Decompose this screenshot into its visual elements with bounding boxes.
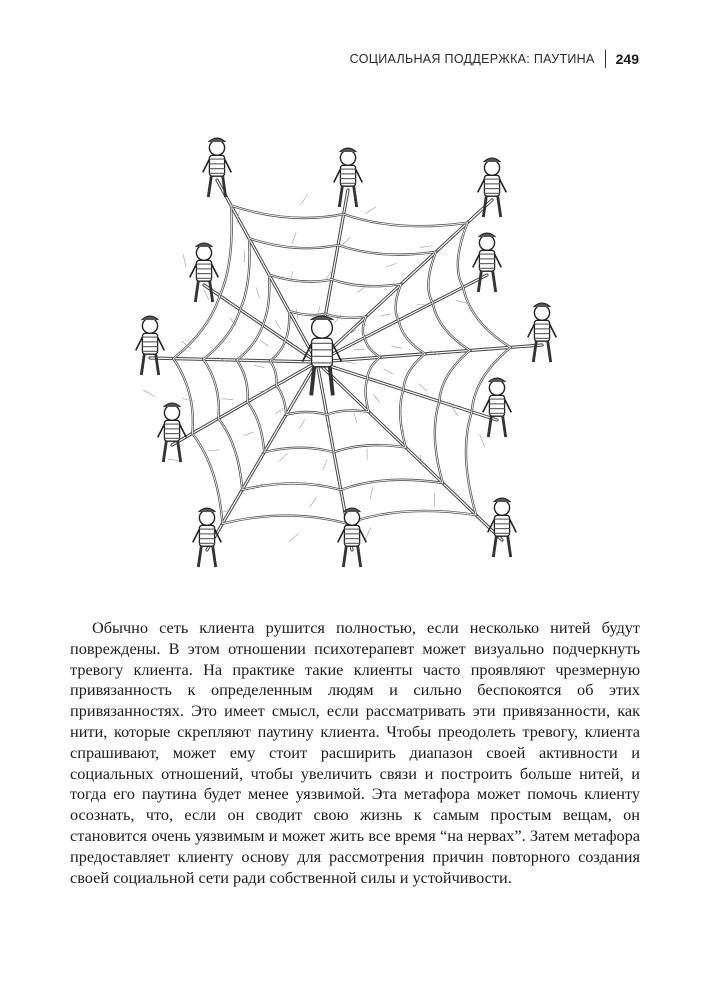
web-person-8-arm bbox=[338, 529, 345, 542]
web-thread-highlight bbox=[207, 362, 317, 550]
web-ring bbox=[173, 205, 510, 523]
web-shading bbox=[275, 320, 280, 329]
web-person-4-arm bbox=[473, 254, 480, 267]
web-person-8-arm bbox=[360, 529, 367, 542]
web-person-2-hair bbox=[339, 148, 356, 152]
web-shading bbox=[183, 398, 194, 402]
web-shading bbox=[373, 395, 380, 403]
web-shading bbox=[386, 263, 397, 267]
web-person-3-arm bbox=[500, 179, 507, 192]
spider-web-drawing bbox=[112, 100, 602, 600]
web-shading bbox=[256, 288, 259, 299]
web-shading bbox=[365, 527, 371, 539]
web-person-11-head bbox=[142, 318, 157, 333]
web-person-5-hair bbox=[533, 303, 550, 307]
web-person-10-hair bbox=[163, 403, 180, 407]
web-shading bbox=[357, 286, 366, 292]
running-head-divider bbox=[605, 50, 606, 68]
web-shading bbox=[279, 453, 287, 461]
web-shading bbox=[419, 384, 427, 392]
web-person-12-arm bbox=[212, 264, 219, 277]
running-head bbox=[350, 50, 639, 68]
web-person-2-head bbox=[340, 150, 355, 165]
web-person-6-hair bbox=[488, 378, 505, 382]
web-person-8-hair bbox=[343, 508, 360, 512]
web-shading bbox=[480, 434, 485, 447]
web-person-3-head bbox=[484, 160, 499, 175]
web-person-7-hair bbox=[493, 498, 510, 502]
web-shading bbox=[299, 420, 304, 429]
web-shading bbox=[244, 432, 254, 436]
web-shading bbox=[275, 408, 284, 414]
web-shading bbox=[354, 349, 364, 350]
web-person-4-arm bbox=[495, 254, 502, 267]
web-shading bbox=[204, 289, 209, 300]
web-shading bbox=[260, 340, 268, 346]
web-shading bbox=[365, 207, 376, 214]
web-person-3-hair bbox=[483, 158, 500, 162]
web-shading bbox=[347, 362, 357, 364]
web-person-6-arm bbox=[483, 399, 490, 412]
web-shading bbox=[300, 194, 307, 205]
web-shading bbox=[289, 533, 299, 542]
web-person-4-head bbox=[479, 235, 494, 250]
web-shading bbox=[292, 233, 296, 244]
web-person-4-hair bbox=[478, 233, 495, 237]
web-person-3-arm bbox=[478, 179, 485, 192]
web-shading bbox=[370, 487, 373, 499]
web-person-6-arm bbox=[505, 399, 512, 412]
web-person-10-arm bbox=[158, 424, 165, 437]
center-person-head bbox=[312, 317, 333, 338]
web-shading bbox=[222, 399, 233, 400]
web-person-12-arm bbox=[190, 264, 197, 277]
web-person-1-head bbox=[209, 140, 224, 155]
web-shading bbox=[354, 413, 357, 423]
web-person-5-arm bbox=[528, 324, 535, 337]
web-person-5-head bbox=[534, 305, 549, 320]
web-person-1-arm bbox=[203, 159, 210, 172]
web-shading bbox=[384, 369, 393, 374]
web-person-9-head bbox=[199, 510, 214, 525]
web-shading bbox=[342, 237, 350, 245]
web-person-11-arm bbox=[158, 337, 165, 350]
web-person-2-arm bbox=[334, 169, 341, 182]
web-person-11-hair bbox=[141, 316, 158, 320]
web-shading bbox=[208, 450, 220, 451]
web-shading bbox=[420, 246, 433, 248]
web-person-8-head bbox=[344, 510, 359, 525]
web-thread-highlight bbox=[204, 285, 317, 362]
web-shading bbox=[143, 390, 154, 397]
web-shading bbox=[380, 314, 391, 316]
web-person-12-head bbox=[196, 245, 211, 260]
web-shading bbox=[183, 254, 186, 267]
running-head-title: СОЦИАЛЬНАЯ ПОДДЕРЖКА: ПАУТИНА bbox=[349, 52, 595, 66]
web-shading bbox=[391, 346, 402, 348]
page-number: 249 bbox=[615, 51, 639, 67]
web-person-7-arm bbox=[510, 519, 517, 532]
web-person-9-arm bbox=[193, 529, 200, 542]
web-thread-highlight bbox=[317, 345, 542, 362]
web-person-5-arm bbox=[550, 324, 557, 337]
web-person-11-arm bbox=[136, 337, 143, 350]
web-shading bbox=[310, 497, 317, 507]
web-person-1-arm bbox=[225, 159, 232, 172]
spider-web-illustration bbox=[112, 100, 602, 600]
web-person-10-head bbox=[164, 405, 179, 420]
web-shading bbox=[254, 365, 264, 367]
web-person-1-hair bbox=[208, 138, 225, 142]
web-person-9-hair bbox=[198, 508, 215, 512]
body-paragraph: Обычно сеть клиента рушится полностью, если несколько нитей будут повреждены. В этом отношении психотерапевт может визуально подчеркнуть тревогу клиента. На практике такие клиенты часто проявляют чрезмерную привязанность к определенным людям и сильно беспокоятся об этих привязанностях. Это имеет смысл, если рассматривать эти привязанности, как нити, которые скрепляют паутину клиента. Чтобы преодолеть тревогу, клиента спрашивают, может ему стоит расширить диапазон своей активности и социальных отношений, чтобы увеличить связи и построить больше нитей, и тогда его паутина будет менее уязвимой. Эта метафора может помочь клиенту осознать, что, если он сводит свою жизнь к самым простым вещам, он становится очень уязвимым и может жить все время “на нервах”. Затем метафора предоставляет клиенту основу для рассмотрения причин повторного создания своей социальной сети ради собственной силы и устойчивости. bbox=[70, 618, 640, 887]
web-ring-highlight bbox=[173, 205, 510, 523]
web-person-6-head bbox=[489, 380, 504, 395]
web-person-2-arm bbox=[356, 169, 363, 182]
web-person-10-arm bbox=[180, 424, 187, 437]
web-person-12-hair bbox=[195, 243, 212, 247]
web-person-7-head bbox=[494, 500, 509, 515]
web-shading bbox=[323, 459, 327, 469]
center-person-hair bbox=[310, 316, 333, 320]
